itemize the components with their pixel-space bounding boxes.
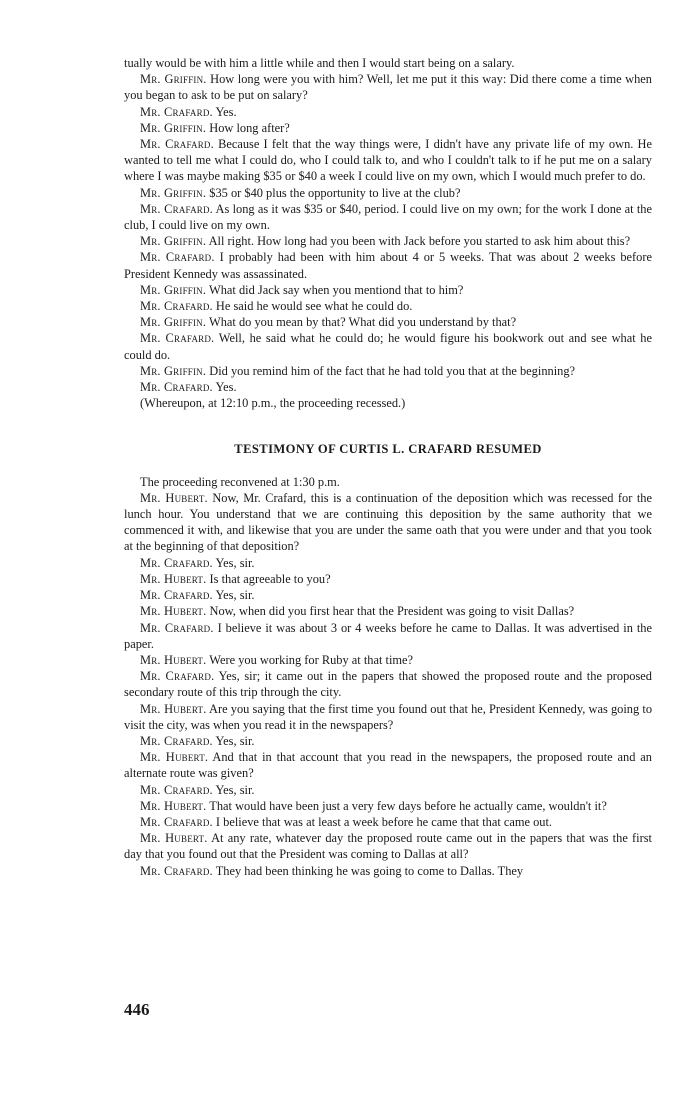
speech-text: Now, when did you first hear that the President was going to visit Dallas? xyxy=(206,604,575,619)
document-page xyxy=(124,55,652,879)
speaker-name: Mr. Griffin. xyxy=(140,120,207,135)
speech-text: What do you mean by that? What did you understand by that? xyxy=(206,315,517,330)
speech-text: I probably had been with him about 4 or 5 weeks. That was about 2 weeks before President Kennedy was assassinated. xyxy=(124,250,652,281)
testimony-paragraph xyxy=(124,474,652,490)
speech-text: Yes, sir. xyxy=(212,588,255,603)
speech-text: As long as it was $35 or $40, period. I could live on my own; for the work I done at the club, I could live on my own. xyxy=(124,201,652,233)
testimony-paragraph xyxy=(124,571,652,587)
testimony-paragraph xyxy=(124,55,652,71)
speech-text: I believe that was at least a week before he came that that came out. xyxy=(212,814,553,829)
speech-text: Now, Mr. Crafard, this is a continuation of the deposition which was recessed for the lunch hour. You understand that we are continuing this deposition by the same authority that we commenced it with, and likewise that you are under the same oath that you were under and that you took at the beginning of that deposition? xyxy=(124,490,652,554)
testimony-paragraph xyxy=(124,71,652,103)
speech-text: Were you working for Ruby at that time? xyxy=(206,652,414,667)
testimony-paragraph xyxy=(124,652,652,668)
testimony-paragraph xyxy=(124,603,652,619)
testimony-paragraph xyxy=(124,668,652,700)
testimony-paragraph xyxy=(124,330,652,362)
speaker-name: Mr. Griffin. xyxy=(140,363,207,378)
testimony-paragraph xyxy=(124,201,652,233)
speaker-name: Mr. Crafard. xyxy=(140,669,215,684)
speaker-name: Mr. Hubert. xyxy=(140,831,208,846)
testimony-paragraph xyxy=(124,830,652,862)
speech-text: Well, he said what he could do; he would figure his bookwork out and see what he could do. xyxy=(124,331,652,362)
speaker-name: Mr. Crafard. xyxy=(140,380,213,395)
testimony-paragraph xyxy=(124,798,652,814)
speaker-name: Mr. Griffin. xyxy=(140,185,207,200)
speech-text: Yes, sir. xyxy=(212,782,255,797)
speech-text: I believe it was about 3 or 4 weeks before he came to Dallas. It was advertised in the paper. xyxy=(124,620,652,651)
speaker-name: Mr. Crafard. xyxy=(140,620,214,635)
speaker-name: Mr. Crafard. xyxy=(140,555,213,570)
testimony-paragraph xyxy=(124,701,652,733)
testimony-paragraph xyxy=(124,782,652,798)
speaker-name: Mr. Griffin. xyxy=(140,234,207,249)
speech-text: Yes. xyxy=(212,104,237,119)
speaker-name: Mr. Hubert. xyxy=(140,701,207,716)
testimony-paragraph xyxy=(124,863,652,879)
speech-text: How long were you with him? Well, let me put it this way: Did there come a time when you began to ask to be put on salary? xyxy=(124,72,653,103)
speech-text: Yes, sir. xyxy=(212,555,255,570)
testimony-paragraph xyxy=(124,733,652,749)
speech-text: They had been thinking he was going to come to Dallas. They xyxy=(212,863,524,878)
testimony-paragraph xyxy=(124,298,652,314)
speech-text: Yes, sir; it came out in the papers that showed the proposed route and the proposed secondary route of this trip through the city. xyxy=(124,669,653,700)
speech-text: Did you remind him of the fact that he had told you that at the beginning? xyxy=(206,363,576,378)
speech-text: The proceeding reconvened at 1:30 p.m. xyxy=(140,474,340,489)
testimony-paragraph xyxy=(124,587,652,603)
speaker-name: Mr. Crafard. xyxy=(140,782,213,797)
speaker-name: Mr. Crafard. xyxy=(140,588,213,603)
speech-text: At any rate, whatever day the proposed route came out in the papers that was the first day that you found out that the President was coming to Dallas at all? xyxy=(124,831,652,862)
testimony-paragraph xyxy=(124,233,652,249)
speaker-name: Mr. Crafard. xyxy=(140,863,213,878)
speech-text: Is that agreeable to you? xyxy=(206,571,331,586)
speaker-name: Mr. Hubert. xyxy=(140,490,208,505)
speaker-name: Mr. Crafard. xyxy=(140,104,213,119)
speaker-name: Mr. Crafard. xyxy=(140,250,215,265)
testimony-paragraph xyxy=(124,620,652,652)
testimony-paragraph xyxy=(124,120,652,136)
speaker-name: Mr. Hubert. xyxy=(140,604,207,619)
speaker-name: Mr. Griffin. xyxy=(140,282,207,297)
speech-text: Because I felt that the way things were, I didn't have any private life of my own. He wanted to tell me what I could do, who I could talk to, and who I couldn't talk to if he put me on a salary where I was maybe making $35 or $40 a week I could live on my own, which I would much prefer to do. xyxy=(124,137,652,184)
speech-text: Yes, sir. xyxy=(212,733,255,748)
speech-text: All right. How long had you been with Jack before you started to ask him about this? xyxy=(206,234,631,249)
speaker-name: Mr. Crafard. xyxy=(140,299,213,314)
speaker-name: Mr. Crafard. xyxy=(140,137,214,152)
testimony-paragraph xyxy=(124,490,652,555)
speaker-name: Mr. Hubert. xyxy=(140,750,209,765)
speaker-name: Mr. Griffin. xyxy=(140,72,207,87)
speaker-name: Mr. Crafard. xyxy=(140,201,213,216)
speaker-name: Mr. Hubert. xyxy=(140,571,207,586)
testimony-paragraph xyxy=(124,185,652,201)
speaker-name: Mr. Crafard. xyxy=(140,814,213,829)
speaker-name: Mr. Hubert. xyxy=(140,798,207,813)
speaker-name: Mr. Hubert. xyxy=(140,652,207,667)
speech-text: That would have been just a very few days before he actually came, wouldn't it? xyxy=(206,798,607,813)
testimony-paragraph xyxy=(124,136,652,185)
speech-text: And that in that account that you read in the newspapers, the proposed route and an alternate route was given? xyxy=(124,750,652,781)
speech-text: Yes. xyxy=(212,380,237,395)
speech-text: He said he would see what he could do. xyxy=(212,299,413,314)
testimony-paragraph xyxy=(124,749,652,781)
speaker-name: Mr. Griffin. xyxy=(140,315,207,330)
testimony-part-2 xyxy=(124,474,652,879)
testimony-paragraph xyxy=(124,282,652,298)
testimony-paragraph xyxy=(124,379,652,395)
testimony-paragraph xyxy=(124,104,652,120)
testimony-paragraph xyxy=(124,249,652,281)
recess-note: (Whereupon, at 12:10 p.m., the proceeding recessed.) xyxy=(140,396,406,411)
speech-text: tually would be with him a little while and then I would start being on a salary. xyxy=(124,56,515,70)
testimony-paragraph xyxy=(124,555,652,571)
testimony-part-1 xyxy=(124,55,652,395)
testimony-paragraph xyxy=(124,314,652,330)
page-number: 446 xyxy=(124,1000,150,1019)
section-heading: TESTIMONY OF CURTIS L. CRAFARD RESUMED xyxy=(234,442,542,457)
testimony-paragraph xyxy=(124,814,652,830)
speaker-name: Mr. Crafard. xyxy=(140,733,213,748)
speech-text: What did Jack say when you mentiond that to him? xyxy=(206,282,464,297)
testimony-paragraph xyxy=(124,363,652,379)
speech-text: How long after? xyxy=(206,120,290,135)
speech-text: $35 or $40 plus the opportunity to live at the club? xyxy=(206,185,461,200)
speech-text: Are you saying that the first time you found out that he, President Kennedy, was going to visit the city, was when you read it in the newspapers? xyxy=(124,701,653,732)
speaker-name: Mr. Crafard. xyxy=(140,331,215,346)
